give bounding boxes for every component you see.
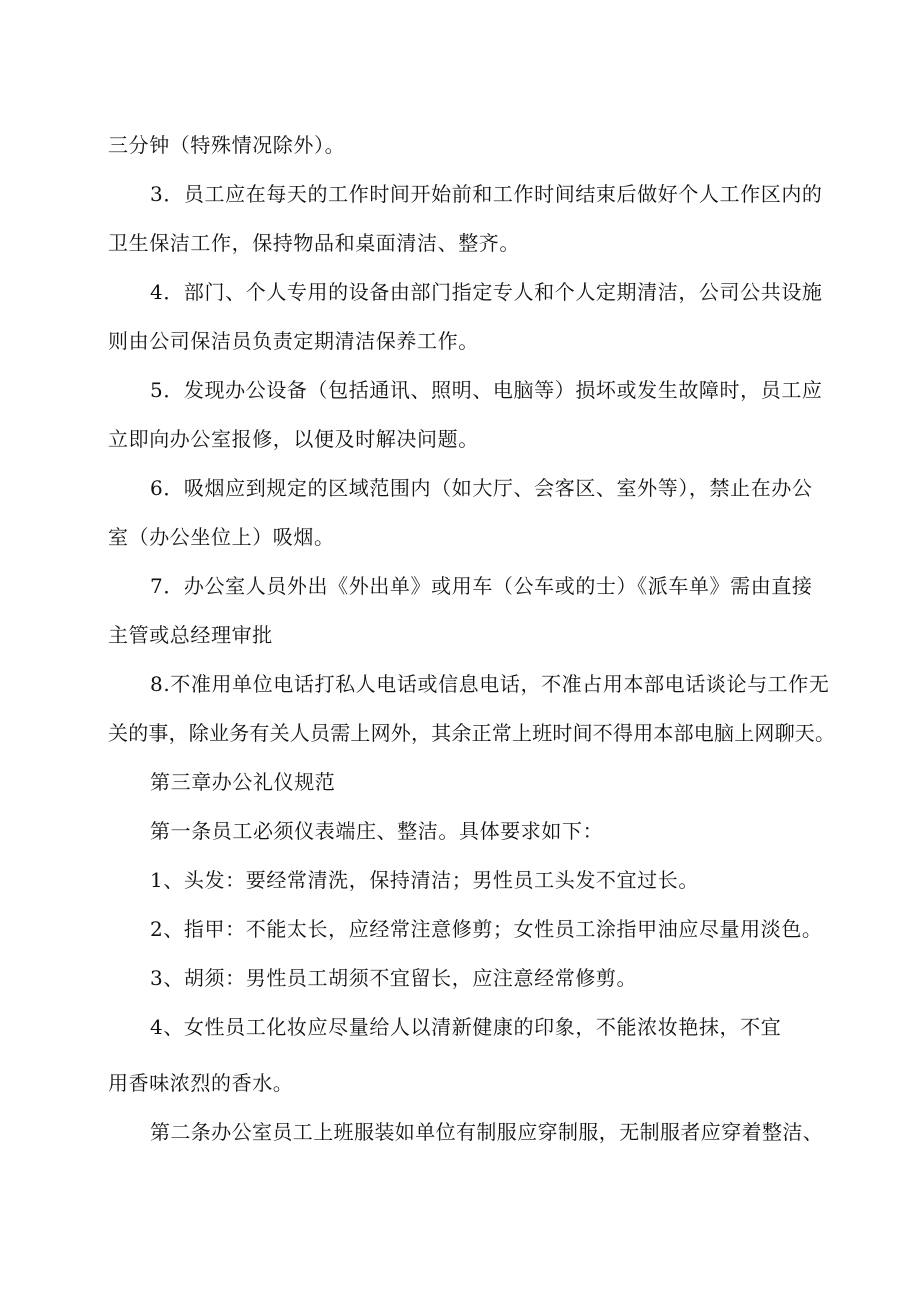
list-item: 2、指甲：不能太长，应经常注意修剪；女性员工涂指甲油应尽量用淡色。	[150, 917, 823, 941]
list-item: 3、胡须：男性员工胡须不宜留长，应注意经常修剪。	[150, 966, 638, 990]
text-line: 7．办公室人员外出《外出单》或用车（公车或的士）《派车单》需由直接	[150, 574, 813, 598]
text-line: 8.不准用单位电话打私人电话或信息电话，不准占用本部电话谈论与工作无	[150, 672, 830, 696]
text-line: 第一条员工必须仪表端庄、整洁。具体要求如下：	[150, 819, 604, 843]
text-line: 3．员工应在每天的工作时间开始前和工作时间结束后做好个人工作区内的	[150, 182, 823, 206]
list-item: 4、女性员工化妆应尽量给人以清新健康的印象，不能浓妆艳抹，不宜	[150, 1015, 782, 1039]
text-line: 第二条办公室员工上班服装如单位有制服应穿制服，无制服者应穿着整洁、	[150, 1120, 824, 1144]
text-line: 关的事，除业务有关人员需上网外，其余正常上班时间不得用本部电脑上网聊天。	[108, 721, 836, 745]
text-line: 卫生保洁工作，保持物品和桌面清洁、整齐。	[108, 231, 520, 255]
text-line: 室（办公坐位上）吸烟。	[108, 525, 335, 549]
text-line: 4．部门、个人专用的设备由部门指定专人和个人定期清洁，公司公共设施	[150, 280, 823, 304]
text-line: 立即向办公室报修，以便及时解决问题。	[108, 427, 479, 451]
text-line: 三分钟（特殊情况除外）。	[108, 133, 346, 157]
list-item: 1、头发：要经常清洗，保持清洁；男性员工头发不宜过长。	[150, 868, 699, 892]
text-line: 主管或总经理审批	[108, 623, 273, 647]
text-line: 6．吸烟应到规定的区域范围内（如大厅、会客区、室外等），禁止在办公	[150, 476, 813, 500]
chapter-heading: 第三章办公礼仪规范	[150, 770, 336, 794]
text-line: 则由公司保洁员负责定期清洁保养工作。	[108, 329, 479, 353]
text-line: 用香味浓烈的香水。	[108, 1071, 294, 1095]
text-line: 5．发现办公设备（包括通讯、照明、电脑等）损坏或发生故障时，员工应	[150, 378, 823, 402]
